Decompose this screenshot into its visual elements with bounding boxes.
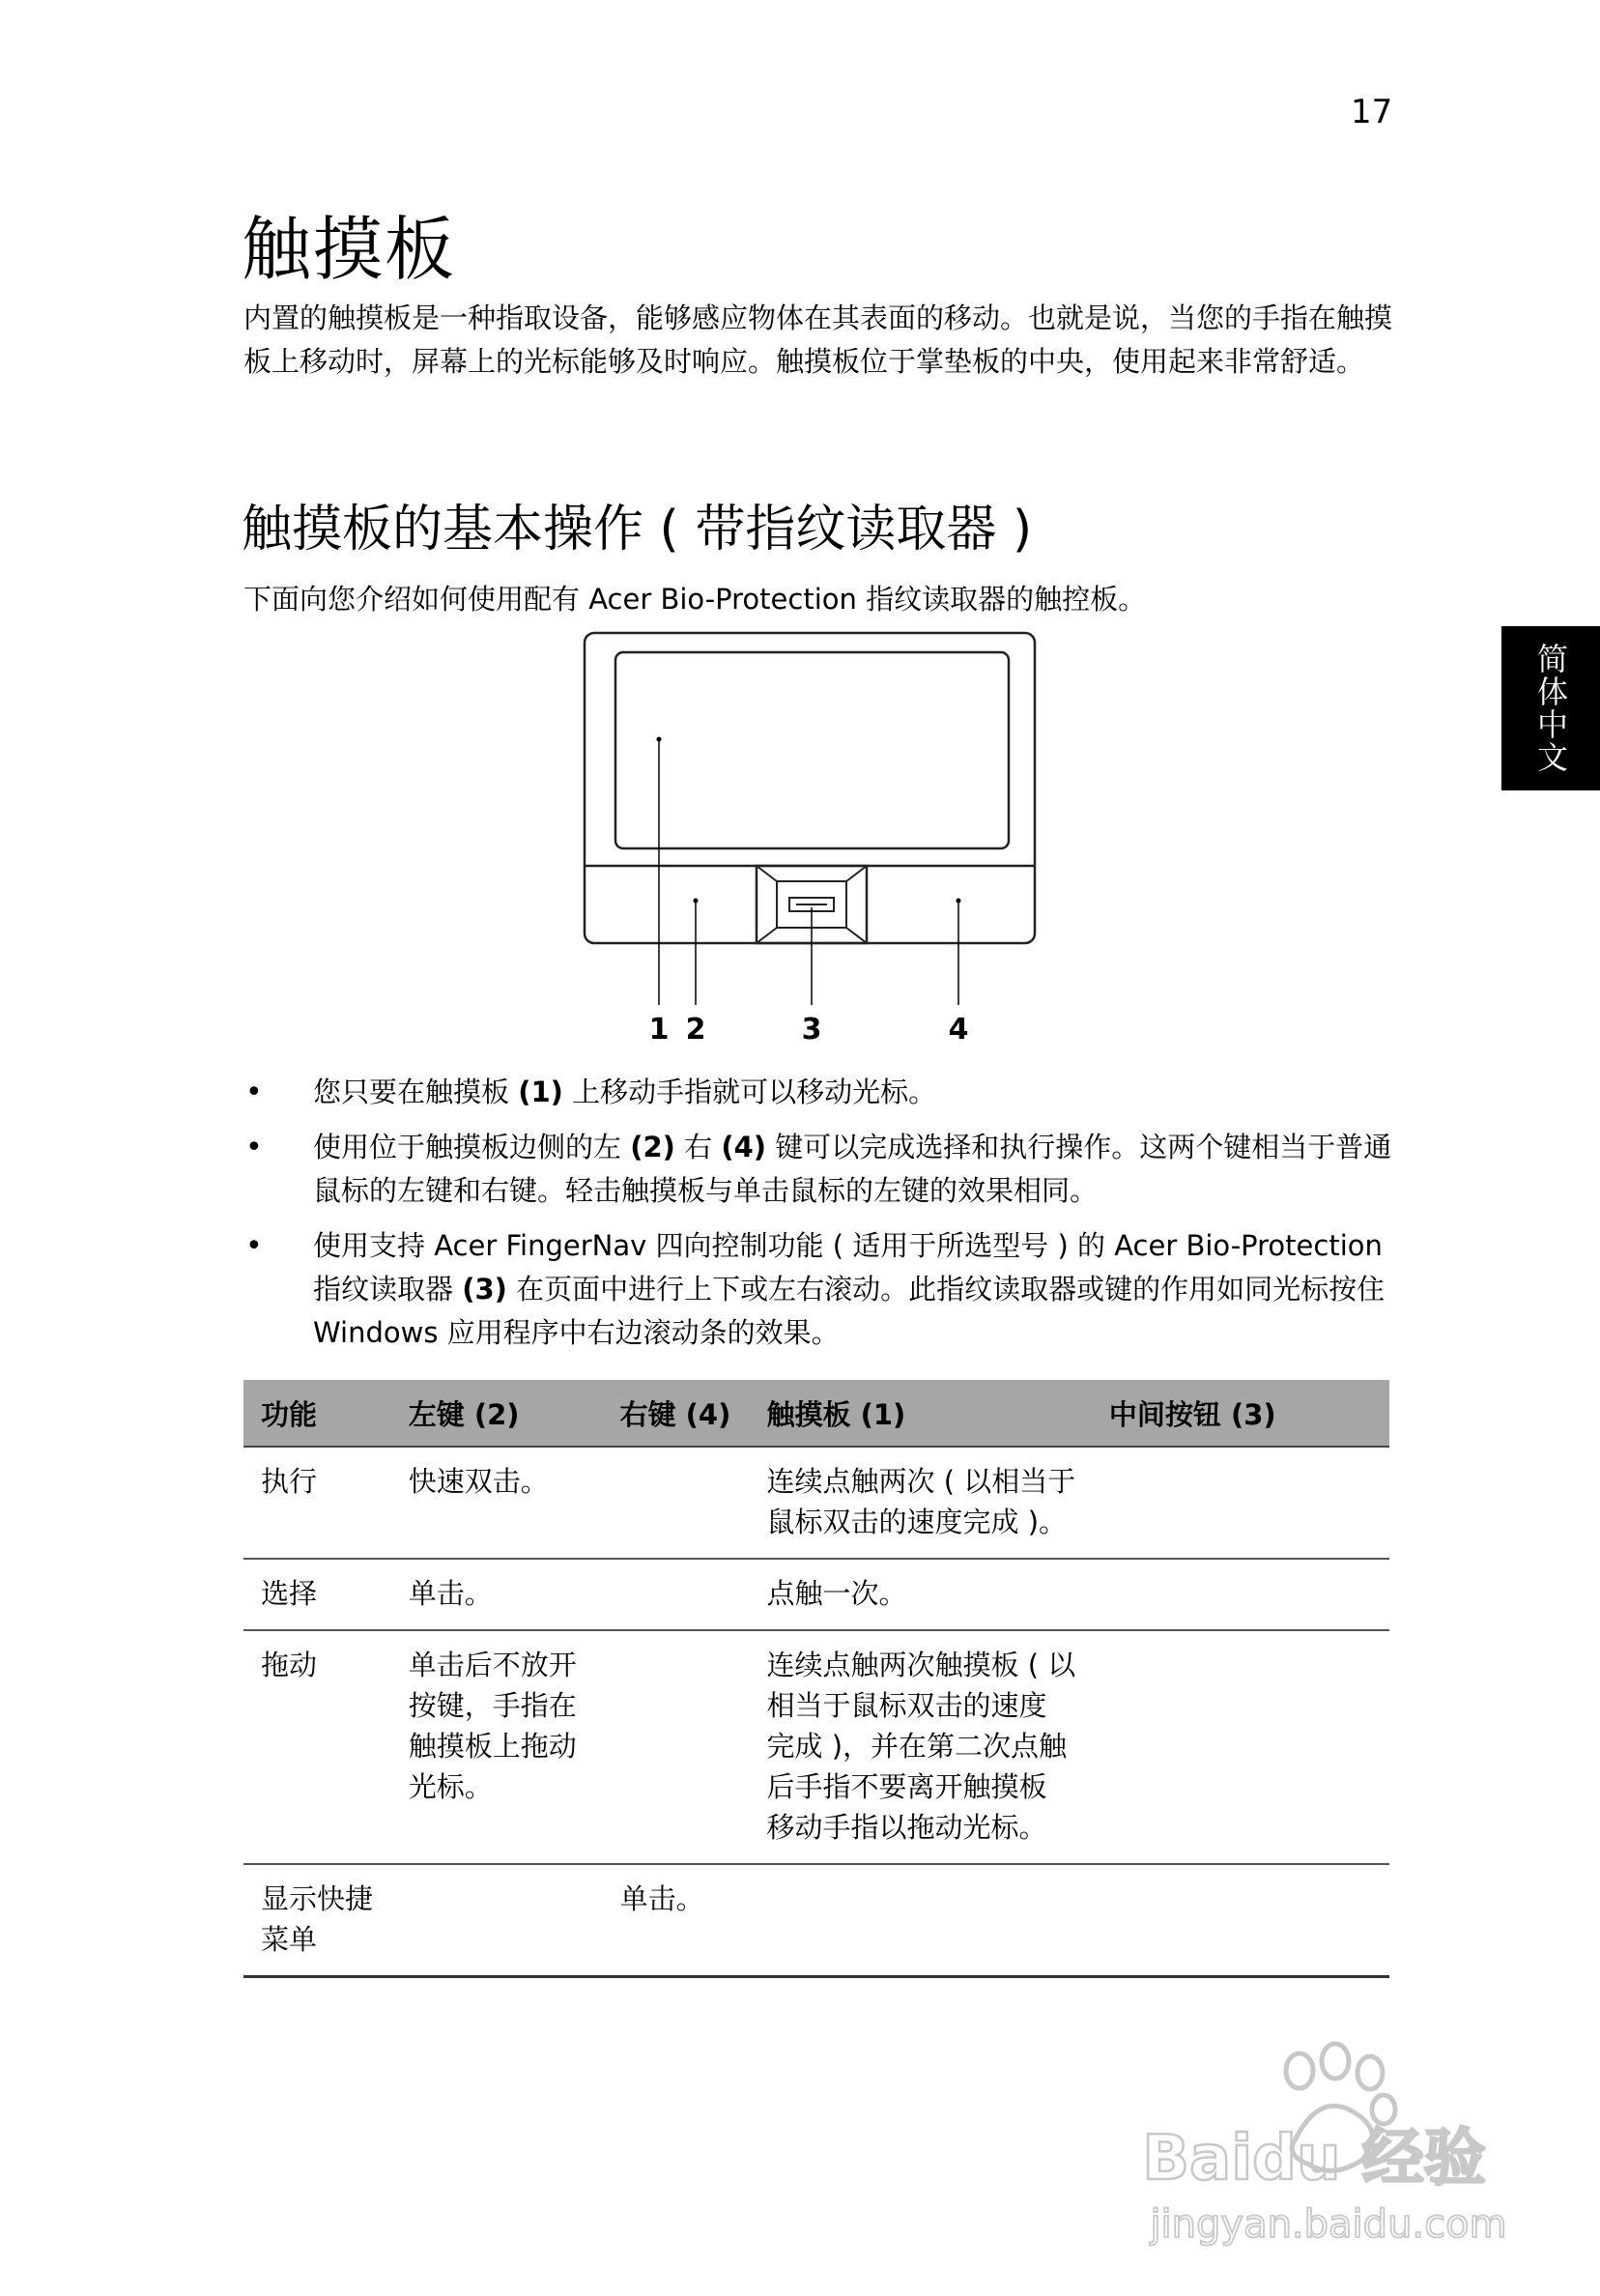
table-cell: 单击。: [603, 1864, 750, 1977]
callout-label-4: 4: [948, 1013, 969, 1044]
bullet-dot: •: [245, 1076, 263, 1109]
callout-label-1: 1: [648, 1013, 670, 1044]
table-header: 中间按钮 (3): [1092, 1380, 1389, 1447]
intro-paragraph: 内置的触摸板是一种指取设备，能够感应物体在其表面的移动。也就是说，当您的手指在触摸板上移动时，屏幕上的光标能够及时响应。触摸板位于掌垫板的中央，使用起来非常舒适。: [243, 301, 1393, 378]
bullet-ref: (1): [518, 1076, 563, 1108]
list-item: [243, 1126, 1403, 1213]
table-cell: [391, 1864, 603, 1977]
table-row: [243, 1559, 1389, 1630]
table-cell: [749, 1864, 1091, 1977]
bullet-text: 使用支持 Acer FingerNav 四向控制功能 ( 适用于所选型号 ) 的 Acer Bio-Protection 指纹读取器: [313, 1229, 1383, 1306]
touchpad-surface: [615, 652, 1009, 848]
table-cell: 连续点触两次触摸板 ( 以 相当于鼠标双击的速度 完成 )，并在第二次点触 后手指不要离开触摸板 移动手指以拖动光标。: [749, 1630, 1091, 1864]
table-cell: 快速双击。: [391, 1447, 603, 1559]
baidu-jingyan-watermark: [1121, 2034, 1546, 2266]
bevel-line-tr: [846, 866, 867, 881]
bullet-text: 在页面中进行上下或左右滚动。此指纹读取器或键的作用如同光标按住 Windows 应用程序中右边滚动条的效果。: [313, 1273, 1386, 1349]
table-header-row: [243, 1380, 1389, 1447]
table-cell: [603, 1630, 750, 1864]
table-header: 左键 (2): [391, 1380, 603, 1447]
bullet-text: 使用位于触摸板边侧的左: [313, 1131, 631, 1163]
table-row: [243, 1447, 1389, 1559]
watermark-brand: Baidu 经验: [1142, 2123, 1486, 2195]
list-item: [243, 1071, 1403, 1114]
table-cell: 拖动: [243, 1630, 391, 1864]
table-cell: 点触一次。: [749, 1559, 1091, 1630]
table-cell: 单击。: [391, 1559, 603, 1630]
table-cell: [603, 1447, 750, 1559]
bullet-dot: •: [245, 1131, 263, 1164]
bullet-text: 右: [674, 1131, 722, 1163]
table-cell: 单击后不放开 按键，手指在 触摸板上拖动 光标。: [391, 1630, 603, 1864]
touchpad-diagram: [580, 628, 1043, 1044]
touchpad-functions-table: [243, 1380, 1389, 1978]
table-cell: 连续点触两次 ( 以相当于 鼠标双击的速度完成 )。: [749, 1447, 1091, 1559]
table-cell: 选择: [243, 1559, 391, 1630]
table-cell: 执行: [243, 1447, 391, 1559]
bullet-text: 您只要在触摸板: [313, 1076, 519, 1108]
table-cell: [1092, 1447, 1389, 1559]
bullet-ref: (3): [462, 1273, 507, 1306]
table-cell: 显示快捷 菜单: [243, 1864, 391, 1977]
bevel-line-br: [846, 928, 867, 943]
table-header: 触摸板 (1): [749, 1380, 1091, 1447]
bevel-line-bl: [757, 928, 777, 943]
table-cell: [603, 1559, 750, 1630]
table-cell: [1092, 1559, 1389, 1630]
language-side-tab: [1501, 626, 1600, 790]
bullet-dot: •: [245, 1229, 263, 1263]
bullet-ref: (4): [721, 1131, 767, 1163]
table-header: 右键 (4): [603, 1380, 750, 1447]
callout-label-3: 3: [801, 1013, 822, 1044]
bullet-text: 上移动手指就可以移动光标。: [562, 1076, 937, 1108]
bullet-text: 键可以完成选择和执行操作。这两个键相当于普通鼠标的左键和右键。轻击触摸板与单击鼠标的左键的效果相同。: [313, 1131, 1392, 1207]
callout-label-2: 2: [685, 1013, 706, 1044]
bullet-ref: (2): [630, 1131, 675, 1163]
page-title: 触摸板: [242, 209, 457, 290]
table-cell: [1092, 1630, 1389, 1864]
section-heading: 触摸板的基本操作 ( 带指纹读取器 ): [242, 501, 1033, 559]
table-row: [243, 1630, 1389, 1864]
bevel-line-tl: [757, 866, 777, 881]
page-number: 17: [1351, 93, 1393, 131]
language-side-tab-label: 简体中文: [1532, 643, 1569, 774]
table-cell: [1092, 1864, 1389, 1977]
usage-bullet-list: [243, 1071, 1403, 1366]
table-header: 功能: [243, 1380, 391, 1447]
watermark-url: jingyan.baidu.com: [1150, 2202, 1507, 2247]
touchpad-outer-frame: [585, 633, 1035, 943]
table-row: [243, 1864, 1389, 1977]
section-description: 下面向您介绍如何使用配有 Acer Bio-Protection 指纹读取器的触控板。: [243, 583, 1147, 616]
list-item: [243, 1224, 1403, 1355]
